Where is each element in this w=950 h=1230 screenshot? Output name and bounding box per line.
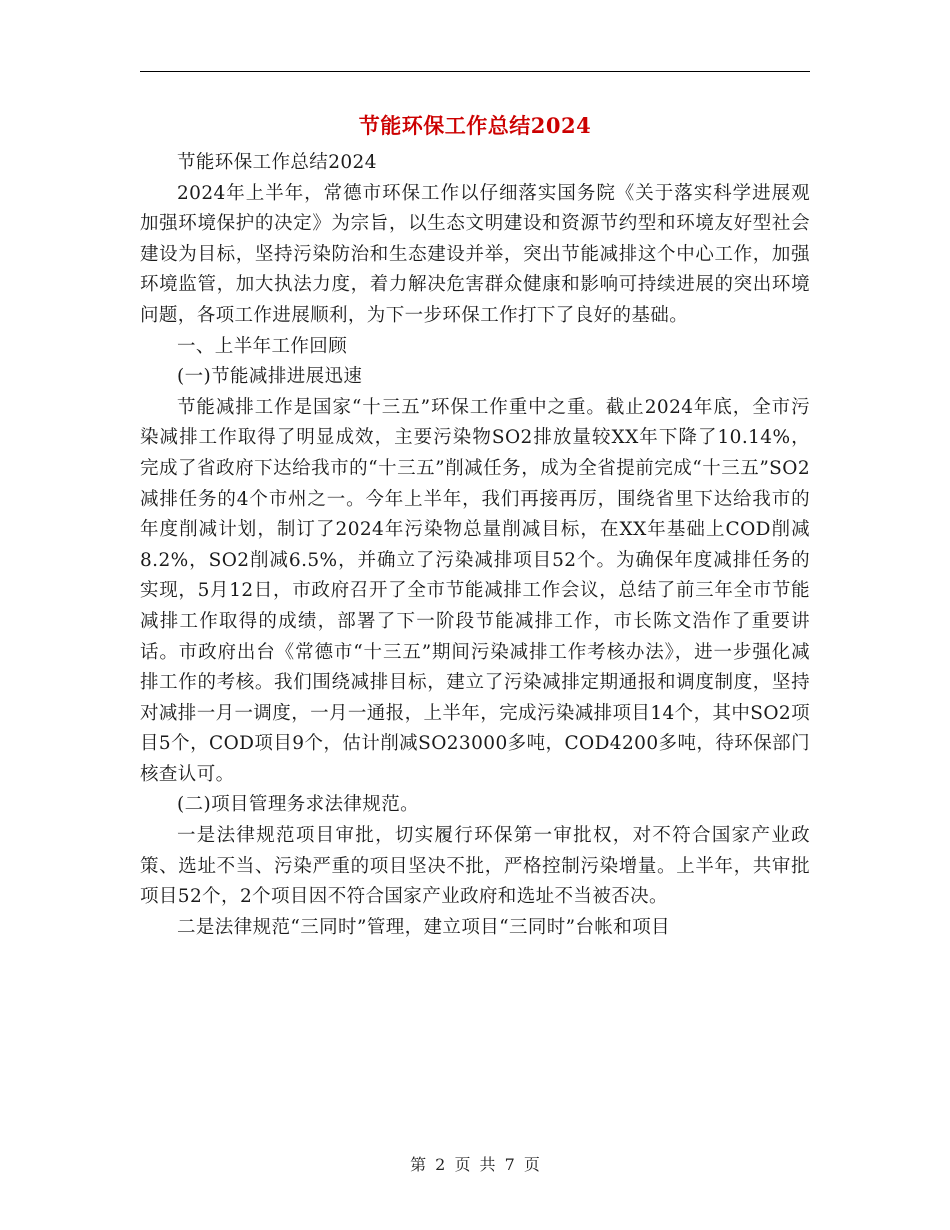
document-body xyxy=(140,148,810,943)
body-paragraph: 一是法律规范项目审批，切实履行环保第一审批权，对不符合国家产业政策、选址不当、污染严重的项目坚决不批，严格控制污染增量。上半年，共审批项目52个，2个项目因不符合国家产业政府和选址不当被否决。 xyxy=(140,825,810,908)
document-title: 节能环保工作总结2024 xyxy=(358,113,592,138)
subtitle-paragraph: 节能环保工作总结2024 xyxy=(177,152,377,173)
header-rule xyxy=(140,71,810,72)
subsection-heading: (一)节能减排进展迅速 xyxy=(177,366,363,388)
subsection-heading: (二)项目管理务求法律规范。 xyxy=(177,794,420,816)
section-heading: 一、上半年工作回顾 xyxy=(177,335,348,357)
body-paragraph: 节能减排工作是国家“十三五”环保工作重中之重。截止2024年底，全市污染减排工作取得了明显成效，主要污染物SO2排放量较XX年下降了10.14%，完成了省政府下达给我市的“十三五”削减任务，成为全省提前完成“十三五”SO2减排任务的4个市州之一。今年上半年，我们再接再厉，围绕省里下达给我市的年度削减计划，制订了2024年污染物总量削减目标，在XX年基础上COD削减8.2%，SO2削减6.5%，并确立了污染减排项目52个。为确保年度减排任务的实现，5月12日，市政府召开了全市节能减排工作会议，总结了前三年全市节能减排工作取得的成绩，部署了下一阶段节能减排工作，市长陈文浩作了重要讲话。市政府出台《常德市“十三五”期间污染减排工作考核办法》，进一步强化减排工作的考核。我们围绕减排目标，建立了污染减排定期通报和调度制度，坚持对减排一月一调度，一月一通报，上半年，完成污染减排项目14个，其中SO2项目5个，COD项目9个，估计削减SO23000多吨，COD4200多吨，待环保部门核查认可。 xyxy=(140,396,810,785)
body-paragraph: 二是法律规范“三同时”管理，建立项目“三同时”台帐和项目 xyxy=(177,916,671,938)
intro-paragraph: 2024年上半年，常德市环保工作以仔细落实国务院《关于落实科学进展观加强环境保护的决定》为宗旨，以生态文明建设和资源节约型和环境友好型社会建设为目标，坚持污染防治和生态建设并举，突出节能减排这个中心工作，加强环境监管，加大执法力度，着力解决危害群众健康和影响可持续进展的突出环境问题，各项工作进展顺利，为下一步环保工作打下了良好的基础。 xyxy=(140,182,810,326)
page-number-footer: 第 2 页 共 7 页 xyxy=(410,1155,540,1174)
